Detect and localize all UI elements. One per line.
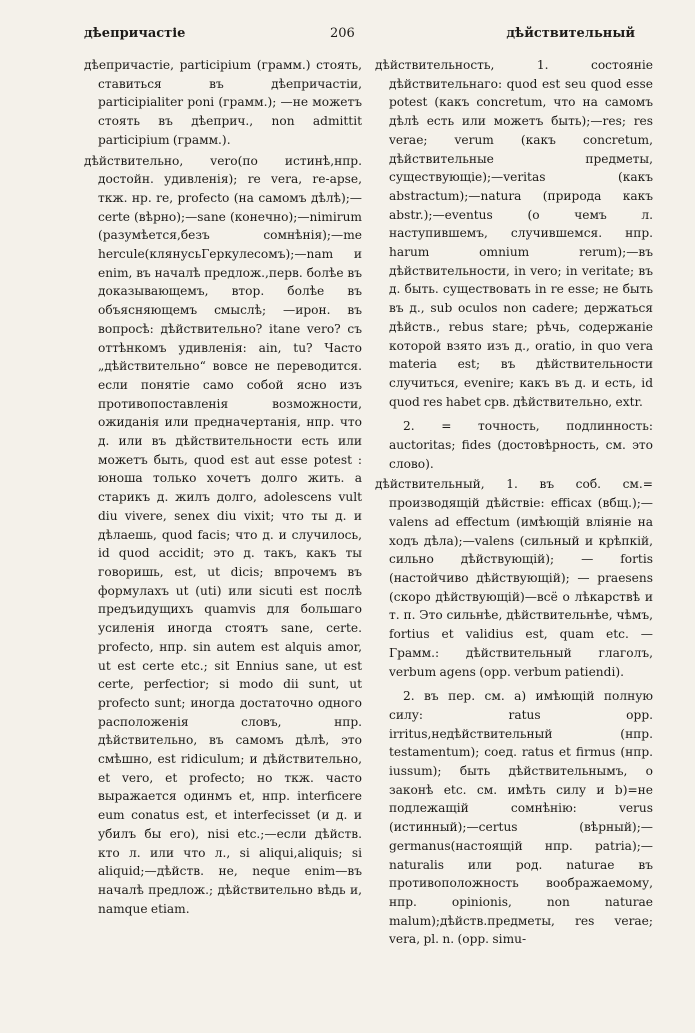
entry-deistvitelnost: дѣйствительность, 1. состояніе дѣйствительнаго: quod est seu quod esse potest (какъ concretum, что на самомъ дѣлѣ есть или можетъ быть);—res; res verae; verum (какъ concretum, дѣйствительные предметы, существующіе);—veritas (какъ abstractum);—natura (природа какъ abstr.);—eventus (о чемъ л. наступившемъ, случившемся. нпр. harum omnium rerum);—въ дѣйствительности, in vero; in veritate; въ д. быть. существовать in re esse; не быть въ д., sub oculos non cadere; держаться дѣйств., rebus stare; рѣчь, содержаніе которой взято изъ д., oratio, in quo vera materia est; въ дѣйствительности случиться, evenire; какъ въ д. и есть, id quod res habet срв. дѣйствительно, extr. xyxy=(375,58,653,409)
left-column xyxy=(84,56,362,920)
entry-deistvitelnost-sense-2: 2. = точность, подлинность: auctoritas; fides (достовѣрность, см. это слово). xyxy=(389,419,653,471)
entry-deistvitelno: дѣйствительно, vero(по истинѣ,нпр. достойн. удивленія); re vera, re-apse, ткж. нр. re, profecto (на самомъ дѣлѣ);—certe (вѣрно);—sane (конечно);—nimirum (разумѣется,безъ сомнѣнія);—me hercule(клянусьГеркулесомъ);—nam и enim, въ началѣ предлож.,перв. болѣе въ доказывающемъ, втор. болѣе въ объясняющемъ смыслѣ; —ирон. въ вопросѣ: дѣйствительно? itane vero? съ оттѣнкомъ удивленія: ain, tu? Часто „дѣйствительно“ вовсе не переводится. если понятіе само собой ясно изъ противопоставленія возможности, ожиданія или предначертанія, нпр. что д. или въ дѣйствительности есть или можетъ быть, quod est aut esse potest : юноша только хочетъ долго жить. а старикъ д. жилъ долго, adolescens vult diu vivere, senex diu vixit; что ты д. и дѣлаешь, quod facis; что д. и случилось, id quod accidit; это д. такъ, какъ ты говоришь, est, ut dicis; впрочемъ въ формулахъ ut (uti) или sicuti est послѣ предъидущихъ quamvis для большаго усиленія иногда стоятъ sane, certe. profecto, нпр. sin autem est alquis amor, ut est certe etc.; sit Ennius sane, ut est certe, perfectior; si modo dii sunt, ut profecto sunt; иногда достаточно одного расположенія словъ, нпр. дѣйствительно, въ самомъ дѣлѣ, это смѣшно, est ridiculum; и дѣйствительно, et vero, et profecto; но ткж. часто выражается одинмъ et, нпр. interficere eum conatus est, et interfecisset (и д. и убилъ бы его), nisi etc.;—если дѣйств. кто л. или что л., si aliqui,aliquis; si aliquid;—дѣйств. не, neque enim—въ началѣ предлож.; дѣйствительно вѣдь и, namque etiam. xyxy=(84,153,362,916)
entry-deistvitelnyi: дѣйствительный, 1. въ соб. см.= производящій дѣйствіе: efficax (вбщ.);—valens ad effectum (имѣющій вліяніе на ходъ дѣла);—valens (сильный и крѣпкій, сильно дѣйствующій); — fortis (настойчиво дѣйствующій); — praesens (скоро дѣйствующій)—всё о лѣкарствѣ и т. п. Это сильнѣе, дѣйствительнѣе, чѣмъ, fortius et validius est, quam etc. — Грамм.: дѣйствительный глаголъ, verbum agens (opp. verbum patiendi). xyxy=(375,477,653,679)
entry-deeprichastie: дѣепричастіе, participium (грамм.) стоять, ставиться въ дѣепричастіи, participialiter poni (грамм.); —не можетъ стоять въ дѣеприч., non admittit participium (грамм.). xyxy=(84,58,362,147)
right-column xyxy=(375,56,653,951)
page-number: 206 xyxy=(330,26,355,41)
running-head-right: дѣйствительный xyxy=(506,26,635,41)
running-head-left: дѣепричастіе xyxy=(84,26,186,41)
entry-deistvitelnyi-sense-2: 2. въ пер. см. a) имѣющій полную силу: ratus opp. irritus,недѣйствительный (нпр. testamentum); соед. ratus et firmus (нпр. iussum); быть дѣйствительнымъ, о законѣ etc. см. имѣть силу и b)=не подлежащій сомнѣнію: verus (истинный);—certus (вѣрный);—germanus(настоящій нпр. patria);—naturalis или род. naturae въ противоположность воображаемому, нпр. opinionis, non naturae malum);дѣйств.предметы, res verae; vera, pl. n. (opp. simu- xyxy=(389,689,653,947)
page-header xyxy=(84,26,635,46)
